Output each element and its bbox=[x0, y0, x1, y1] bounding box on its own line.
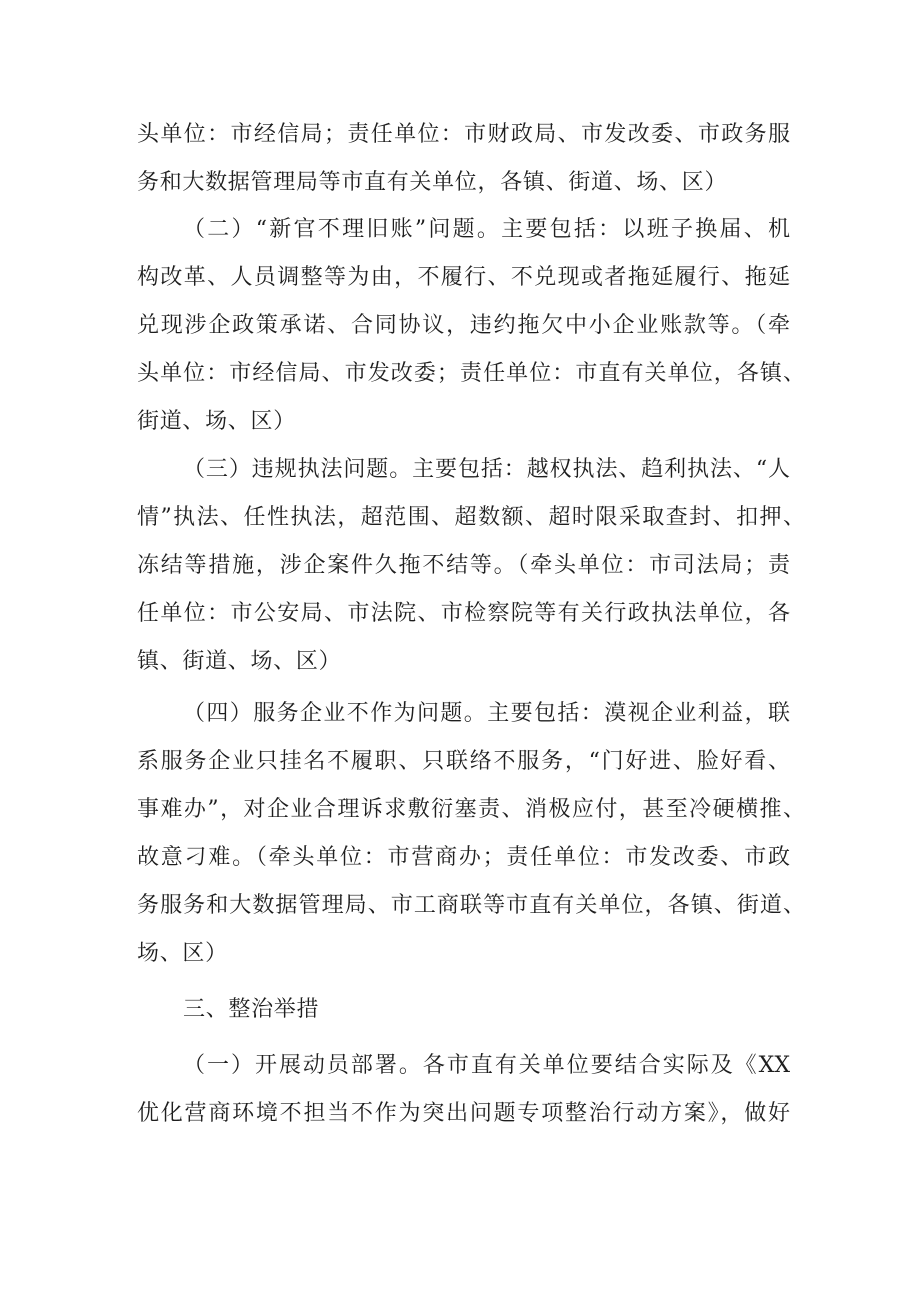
paragraph-line: 优化营商环境不担当不作为突出问题专项整治行动方案》，做好 bbox=[137, 1101, 790, 1126]
paragraph-line: 务和大数据管理局等市直有关单位，各镇、街道、场、区） bbox=[137, 170, 728, 195]
paragraph-line: 街道、场、区） bbox=[137, 409, 296, 434]
paragraph-line: （一）开展动员部署。各市直有关单位要结合实际及《XX bbox=[183, 1053, 790, 1078]
paragraph-line: 头单位：市经信局；责任单位：市财政局、市发改委、市政务服 bbox=[137, 122, 790, 147]
paragraph-line: 系服务企业只挂名不履职、只联络不服务，“门好进、脸好看、 bbox=[137, 749, 790, 774]
paragraph-line: （四）服务企业不作为问题。主要包括：漠视企业利益，联 bbox=[183, 701, 790, 726]
paragraph-line: （三）违规执法问题。主要包括：越权执法、趋利执法、“人 bbox=[183, 457, 790, 482]
paragraph-line: 场、区） bbox=[137, 941, 228, 966]
paragraph-line: 冻结等措施，涉企案件久拖不结等。（牵头单位：市司法局；责 bbox=[137, 553, 790, 578]
paragraph-line: （二）“新官不理旧账”问题。主要包括：以班子换届、机 bbox=[183, 217, 790, 242]
paragraph-line: 镇、街道、场、区） bbox=[137, 649, 342, 674]
paragraph-line: 事难办”，对企业合理诉求敷衍塞责、消极应付，甚至冷硬横推、 bbox=[137, 797, 805, 822]
paragraph-line: 任单位：市公安局、市法院、市检察院等有关行政执法单位，各 bbox=[137, 601, 790, 626]
paragraph-line: 情”执法、任性执法，超范围、超数额、超时限采取查封、扣押、 bbox=[137, 505, 805, 530]
paragraph-line: 构改革、人员调整等为由，不履行、不兑现或者拖延履行、拖延 bbox=[137, 265, 790, 290]
paragraph-line: 务服务和大数据管理局、市工商联等市直有关单位，各镇、街道、 bbox=[137, 893, 805, 918]
section-heading: 三、整治举措 bbox=[183, 997, 320, 1022]
paragraph-line: 头单位：市经信局、市发改委；责任单位：市直有关单位，各镇、 bbox=[137, 361, 805, 386]
paragraph-line: 兑现涉企政策承诺、合同协议，违约拖欠中小企业账款等。（牵 bbox=[137, 313, 790, 338]
paragraph-line: 故意刁难。（牵头单位：市营商办；责任单位：市发改委、市政 bbox=[137, 845, 790, 870]
